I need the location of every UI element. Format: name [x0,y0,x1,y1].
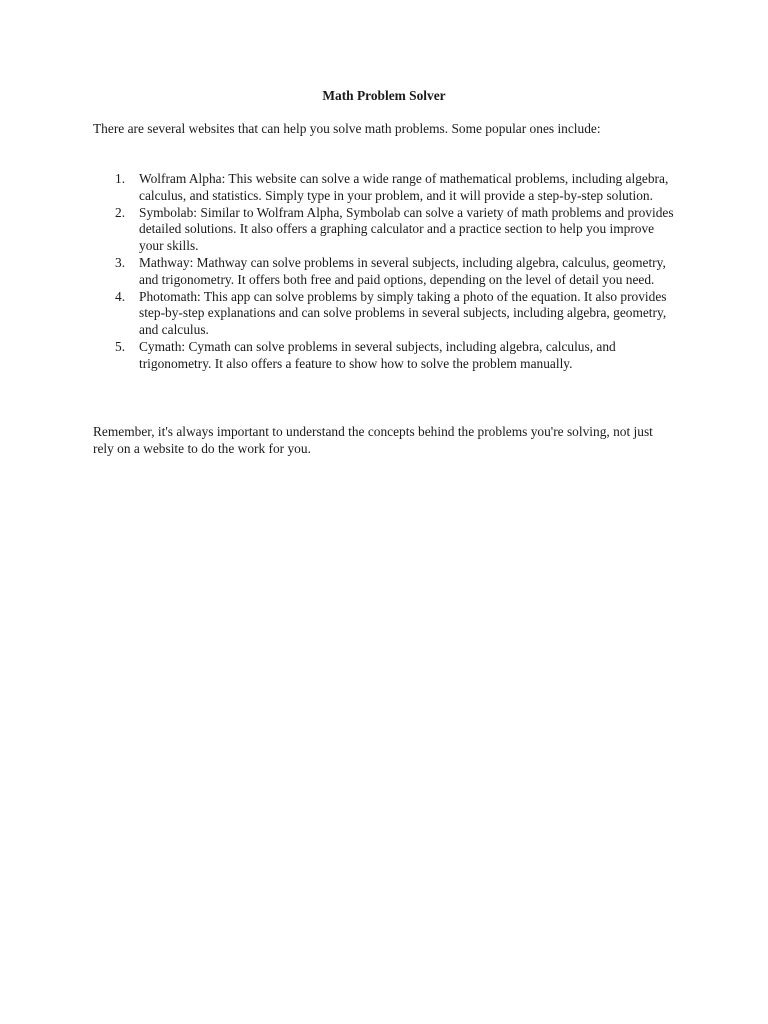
list-item [93,171,678,205]
list-item [93,339,678,373]
list-item-number: 4. [115,288,126,304]
list-item-number: 1. [115,171,126,186]
website-list [93,171,678,373]
intro-paragraph: There are several websites that can help you solve math problems. Some popular ones include: [93,121,601,136]
closing-paragraph: Remember, it's always important to understand the concepts behind the problems you're solving, not just rely on a website to do the work for you. [93,424,653,456]
list-item-text: Symbolab: Similar to Wolfram Alpha, Symbolab can solve a variety of math problems and provides detailed solutions. It also offers a graphing calculator and a practice section to help you improve your skills. [139,204,674,254]
list-item [93,289,678,339]
list-item-text: Wolfram Alpha: This website can solve a wide range of mathematical problems, including algebra, calculus, and statistics. Simply type in your problem, and it will provide a step-by-step solution. [139,171,669,203]
list-item-text: Photomath: This app can solve problems by simply taking a photo of the equation. It also provides step-by-step explanations and can solve problems in several subjects, including algebra, geometry, and calculus. [139,288,667,338]
list-item-number: 3. [115,254,126,270]
list-item [93,205,678,255]
list-item-number: 2. [115,204,126,220]
list-item-number: 5. [115,338,126,354]
list-item-text: Cymath: Cymath can solve problems in several subjects, including algebra, calculus, and trigonometry. It also offers a feature to show how to solve the problem manually. [139,338,616,371]
list-item-text: Mathway: Mathway can solve problems in several subjects, including algebra, calculus, geometry, and trigonometry. It offers both free and paid options, depending on the level of detail you need. [139,254,666,287]
list-item [93,255,678,289]
document-title: Math Problem Solver [322,88,446,103]
